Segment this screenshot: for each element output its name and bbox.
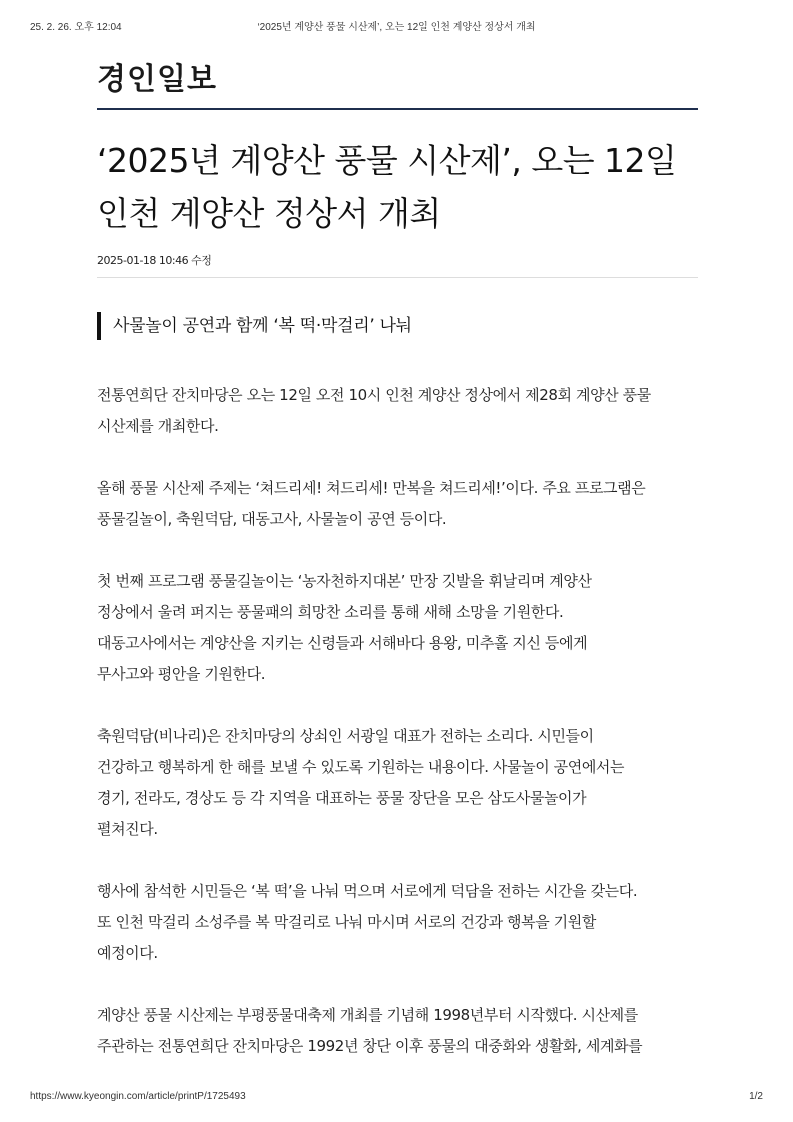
article-paragraph (97, 566, 702, 690)
article-paragraph (97, 1000, 702, 1062)
article-subheadline: 사물놀이 공연과 함께 ‘복 떡·막걸리’ 나눠 (97, 312, 412, 340)
timestamp-divider (97, 277, 698, 278)
masthead-divider (97, 108, 698, 110)
paragraph-line: 무사고와 평안을 기원한다. (97, 665, 266, 683)
paragraph-line: 경기, 전라도, 경상도 등 각 지역을 대표하는 풍물 장단을 모은 삼도사물놀이가 (97, 789, 587, 807)
paragraph-line: 올해 풍물 시산제 주제는 ‘쳐드리세! 쳐드리세! 만복을 쳐드리세!’이다. 주요 프로그램은 (97, 479, 646, 497)
paragraph-line: 예정이다. (97, 944, 158, 962)
paragraph-line: 풍물길놀이, 축원덕담, 대동고사, 사물놀이 공연 등이다. (97, 510, 447, 528)
paragraph-line: 전통연희단 잔치마당은 오는 12일 오전 10시 인천 계양산 정상에서 제28회 계양산 풍물 (97, 386, 651, 404)
article-body (97, 380, 702, 1093)
article-timestamp: 2025-01-18 10:46 수정 (97, 254, 212, 267)
paragraph-line: 주관하는 전통연희단 잔치마당은 1992년 창단 이후 풍물의 대중화와 생활화, 세계화를 (97, 1037, 643, 1055)
print-url: https://www.kyeongin.com/article/printP/1725493 (30, 1091, 246, 1102)
headline-line: 인천 계양산 정상서 개최 (97, 194, 441, 233)
paragraph-line: 시산제를 개최한다. (97, 417, 219, 435)
paragraph-line: 행사에 참석한 시민들은 ‘복 떡’을 나눠 먹으며 서로에게 덕담을 전하는 시간을 갖는다. (97, 882, 638, 900)
site-logo: 경인일보 (97, 62, 217, 97)
paragraph-line: 계양산 풍물 시산제는 부평풍물대축제 개최를 기념해 1998년부터 시작했다. 시산제를 (97, 1006, 638, 1024)
headline-line: ‘2025년 계양산 풍물 시산제’, 오는 12일 (97, 141, 677, 180)
article-paragraph (97, 876, 702, 969)
print-page-title: ‘2025년 계양산 풍물 시산제’, 오는 12일 인천 계양산 정상서 개최 (257, 22, 536, 33)
paragraph-line: 첫 번째 프로그램 풍물길놀이는 ‘농자천하지대본’ 만장 깃발을 휘날리며 계양산 (97, 572, 592, 590)
article-headline (97, 134, 707, 240)
print-header (30, 18, 763, 34)
paragraph-line: 축원덕담(비나리)은 잔치마당의 상쇠인 서광일 대표가 전하는 소리다. 시민들이 (97, 727, 594, 745)
paragraph-line: 건강하고 행복하게 한 해를 보낼 수 있도록 기원하는 내용이다. 사물놀이 공연에서는 (97, 758, 625, 776)
paragraph-line: 펼쳐진다. (97, 820, 158, 838)
article-paragraph (97, 721, 702, 845)
paragraph-line: 또 인천 막걸리 소성주를 복 막걸리로 나눠 마시며 서로의 건강과 행복을 기원할 (97, 913, 596, 931)
article-paragraph (97, 473, 702, 535)
paragraph-line: 대동고사에서는 계양산을 지키는 신령들과 서해바다 용왕, 미추홀 지신 등에게 (97, 634, 588, 652)
article-paragraph (97, 380, 702, 442)
print-datetime: 25. 2. 26. 오후 12:04 (30, 22, 122, 33)
paragraph-line: 정상에서 울려 퍼지는 풍물패의 희망찬 소리를 통해 새해 소망을 기원한다. (97, 603, 564, 621)
page-number: 1/2 (749, 1091, 763, 1102)
print-footer (30, 1091, 763, 1105)
